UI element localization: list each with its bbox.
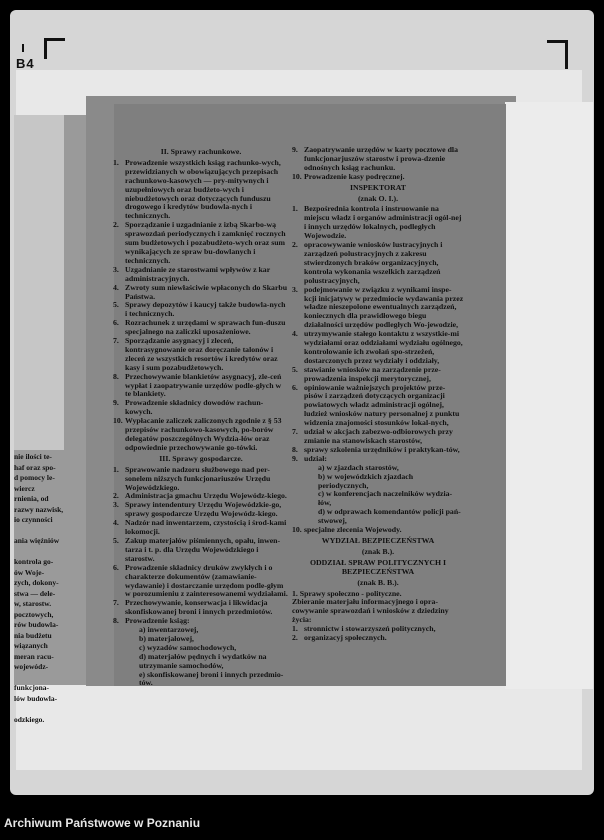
list-item: 6. Prowadzenie składnicy druków zwykłych i o charakterze dokumentów (zamawianie-wydawanie) i dostarczanie urzędom podle-głym w porozumieniu z zainteresowanemi wydziałami.: [113, 562, 288, 599]
sub-item: b) w wojewódzkich zjazdach periodycznych,: [318, 471, 414, 490]
list-item: 7. udział w akcjach zabezwo-odbiorowych przy zmianie na stanowiskach starostów,: [292, 427, 453, 445]
right-column: [292, 146, 464, 643]
list-item: 1. Sprawowanie nadzoru służbowego nad per-sonelem niższych funkcjonariuszów Urzędu Wojewódzkiego.: [113, 464, 271, 492]
list-item: 6. opiniowanie ważniejszych projektów prze-pisów i zarządzeń dotyczących organizacji powiatowych władz administracji ogólnej, ludzież wniosków natury personalnej z punktu widzenia znajomości stosunków lokal-nych,: [292, 382, 460, 428]
sub-item: c) w konferencjach naczelników wydzia-łów,: [318, 489, 453, 508]
section-title: III. Sprawy gospodarcze.: [159, 453, 243, 463]
section-sign: (znak O. I.).: [357, 193, 399, 203]
division-title: ODDZIAŁ SPRAW POLITYCZNYCH I BEZPIECZEŃSTWA: [309, 557, 447, 576]
corner-mark-right: [547, 40, 568, 69]
archive-label: Archiwum Państwowe w Poznaniu: [4, 816, 201, 830]
list-item: 7. Przechowywanie, konserwacja i likwidacja skonfiskowanej broni i innych przedmiotów.: [113, 598, 273, 617]
department-sign: (znak B.).: [361, 546, 395, 556]
subsection-title: 1. Sprawy społeczno - polityczne.: [292, 588, 402, 598]
list-item: 4. Zwroty sum niewłaściwie wpłaconych do Skarbu Państwa.: [113, 282, 288, 301]
sub-item: a) w zjazdach starostów,: [318, 462, 399, 472]
list-item: 10. Wypłacanie zaliczek zaliczonych zgodnie z § 53 przepisów rachunkowo-kasowych, po-borów delegatów poszczególnych Wydzia-łów oraz odpowiednie przechowywanie go-tówki.: [113, 416, 282, 452]
list-item: 5. stawianie wniosków na zarządzenie prze-prowadzenia inspekcji merytorycznej,: [292, 364, 441, 383]
section-title: INSPEKTORAT: [349, 182, 407, 192]
list-item: 6. Rozrachunek z urzędami w sprawach fun-duszu specjalnego na zaliczki uposażeniowe.: [113, 318, 286, 337]
division-sign: (znak B. B.).: [357, 577, 399, 587]
list-item: 2. opracowywanie wniosków lustracyjnych i zarządzeń polustracyjnych z zakresu stwierdzonych braków organizacyjnych, kontrola wykonania wszelkich zarządzeń polustracyjnych,: [292, 240, 443, 285]
gospodarcze-list: [113, 466, 289, 689]
list-item: 10. Prowadzenie kasy podręcznej.: [292, 171, 405, 181]
list-item: 3. Sprawy intendentury Urzędu Wojewódzkie-go, sprawy gospodarcze Urzędu Wojewódz-kiego.: [113, 500, 282, 519]
left-column: [113, 146, 289, 688]
left-page-fragment: nie ilości te- haf oraz spo- d pomocy le- wiercz rnienia, od razwy nazwisk, io czynności ania więźniów kontrola go- ów Woje- zych, dokony- stwa — dele- w, starostw. pocztowych, rów budowla- nia budżetu wiązanych meran racu- wojewódz- funkcjona- lów budowla- odzkiego.: [14, 452, 64, 724]
paragraph: Zbieranie materjału informacyjnego i opra-cowywanie sprawozdań i wniosków z dziedziny życia:: [292, 597, 449, 625]
list-item: 7. Sporządzanie asygnacyj i zleceń, kontrasygnowanie oraz doręczanie talonów i zleceń ze wszystkich resortów i kredytów oraz kasy i sum pozabudżetowych.: [113, 336, 278, 372]
list-item: 3. Uzgadnianie ze starostwami wpływów z kar administracyjnych.: [113, 264, 271, 283]
sheet-code: B4: [16, 56, 35, 71]
section-title: II. Sprawy rachunkowe.: [160, 147, 242, 156]
list-item: 3. podejmowanie w związku z wynikami inspe-kcji inicjatywy w przedmiocie wydawania przez władze nieszepolone ewentualnych zarządzeń, koniecznych dla prawidłowego biegu działalności urzędów podległych Wo-jewodzie,: [292, 284, 464, 330]
corner-mark-left: [44, 38, 65, 59]
left-page-highlight: [14, 115, 64, 450]
list-item: 5. Sprawy depozytów i kaucyj także budowla-nych i technicznych.: [113, 300, 286, 319]
department-title: WYDZIAŁ BEZPIECZEŃSTWA: [321, 535, 435, 545]
sub-item: a) inwentarzowej,: [139, 625, 199, 635]
rachunkowe-list: [113, 159, 289, 453]
list-item: 8. Prowadzenie ksiąg:: [113, 616, 190, 626]
list-item: 2. Sporządzanie i uzgadnianie z izbą Skarbo-wą sprawozdań periodycznych i zamknięć rocznych sum budżetowych i pozabudżeto-wych oraz sum wynikających ze spraw bu-dowlanych i technicznych.: [113, 220, 286, 265]
right-paper-edge: [505, 102, 593, 689]
list-item: 9. Zaopatrywanie urzędów w karty pocztowe dla funkcjonarjuszów starostw i prowa-dzenie odnośnych ksiąg rachunku.: [292, 145, 458, 172]
list-item: 9. udział:: [292, 453, 327, 463]
list-item: 9. Prowadzenie składnicy dowodów rachun-kowych.: [113, 398, 264, 417]
sub-item: e) skonfiskowanej broni i innych przedmio-tów.: [139, 669, 284, 688]
sub-item: b) materjałowej,: [139, 633, 194, 643]
list-item: 2. Administracja gmachu Urzędu Wojewódz-kiego.: [113, 491, 287, 501]
list-item: 1. Prowadzenie wszystkich ksiąg rachunko-wych, przewidzianych w obowiązujących przepisach rachunkowo-kasowych — pry-mitywnych i uzupełniowych oraz budżeto-wych i niebudżetowych oraz dotyczących funduszu drogowego i kredytów budowla-nych i technicznych.: [113, 157, 281, 221]
sub-item: d) materjałów pędnych i wydatków na utrzymanie samochodów,: [139, 651, 267, 670]
list-item: 1. Bezpośrednia kontrola i instruowanie na miejscu władz i organów administracji ogól-nej i innych urzędów lokalnych, podległych Wojewodzie.: [292, 204, 462, 241]
sub-item: c) wyzadów samochodowych,: [139, 642, 237, 652]
list-item: 2. organizacyj społecznych.: [292, 633, 387, 643]
frame-mark: [22, 44, 24, 52]
list-item: 1. stronnictw i stowarzyszeń politycznych,: [292, 624, 436, 634]
list-item: 4. utrzymywanie stałego kontaktu z wszystkie-mi wydziałami oraz oddziałami wydziału ogólnego, kontrolowanie ich zwołań spo-strzeżeń, dostarczonych przez wydziały i oddziały,: [292, 329, 463, 365]
list-item: 4. Nadzór nad inwentarzem, czystością i środ-kami lokomocji.: [113, 518, 287, 537]
sub-item: d) w odprawach komendantów policji pań-stwowej,: [318, 507, 461, 526]
list-item: 5. Zakup materjałów piśmiennych, opału, inwen-tarza i t. p. dla Urzędu Wojewódzkiego i starostw.: [113, 535, 281, 563]
list-item: 8. sprawy szkolenia urzędników i praktykan-tów,: [292, 444, 460, 454]
list-item: 10. specjalne zlecenia Wojewody.: [292, 525, 402, 535]
list-item: 8. Przechowywanie blankietów asygnacyj, zle-ceń wypłat i zaopatrywanie urzędów podle-głych w te blankiety.: [113, 371, 282, 399]
